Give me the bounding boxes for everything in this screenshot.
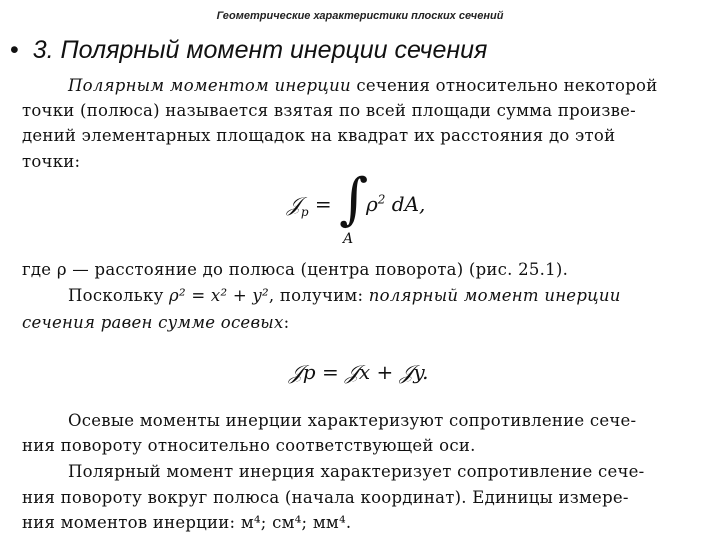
- where-line: где ρ — расстояние до полюса (центра поворота) (рис. 25.1).: [22, 260, 569, 279]
- definition-line-2: точки (полюса) называется взятая по всей площади сумма произве-: [22, 101, 636, 120]
- since-line: [68, 286, 621, 305]
- paragraph3-line-1: Полярный момент инерция характеризует сопротивление сече-: [68, 462, 645, 481]
- bullet: •: [10, 36, 19, 64]
- formula-polar-integral: [287, 192, 332, 219]
- section-title: [10, 36, 487, 65]
- paragraph3-line-3: ния моментов инерции: м⁴; см⁴; мм⁴.: [22, 513, 352, 532]
- paragraph2-line-2: ния повороту относительно соответствующей оси.: [22, 436, 476, 455]
- formula1-lhs-sub: p: [300, 205, 309, 219]
- header: Геометрические характеристики плоских сечений: [216, 10, 504, 22]
- formula1-rest: dA,: [391, 192, 426, 216]
- since-middle: , получим:: [268, 286, 369, 305]
- formula1-rho: ρ: [366, 192, 378, 216]
- since-equation: ρ² = x² + y²: [169, 286, 269, 305]
- formula1-lhs: 𝒥: [287, 192, 301, 216]
- formula1-eq: =: [314, 192, 332, 216]
- paragraph3-line-2: ния повороту вокруг полюса (начала координат). Единицы измере-: [22, 488, 629, 507]
- since-line-2: [22, 313, 289, 332]
- formula-polar-sum: 𝒥p = 𝒥x + 𝒥y.: [289, 360, 429, 384]
- formula1-body: [366, 192, 425, 216]
- title-text: 3. Полярный момент инерции сечения: [32, 36, 488, 64]
- formula1-sup: 2: [377, 192, 386, 207]
- integral-lower-limit: A: [343, 231, 354, 247]
- since-colon: :: [283, 313, 290, 332]
- integral-sign: ∫: [339, 167, 369, 232]
- since-lead: Поскольку: [68, 286, 170, 305]
- definition-line-1-rest: сечения относительно некоторой: [350, 76, 658, 95]
- since-emphasis-1: полярный момент инерции: [368, 286, 621, 305]
- definition-line-3: дений элементарных площадок на квадрат их расстояния до этой: [22, 126, 616, 145]
- definition-term: Полярным моментом инерции: [68, 76, 351, 95]
- definition-line-4: точки:: [22, 152, 81, 171]
- paragraph2-line-1: Осевые моменты инерции характеризуют сопротивление сече-: [68, 411, 637, 430]
- definition-line-1: [68, 76, 657, 95]
- since-emphasis-2: сечения равен сумме осевых: [22, 313, 284, 332]
